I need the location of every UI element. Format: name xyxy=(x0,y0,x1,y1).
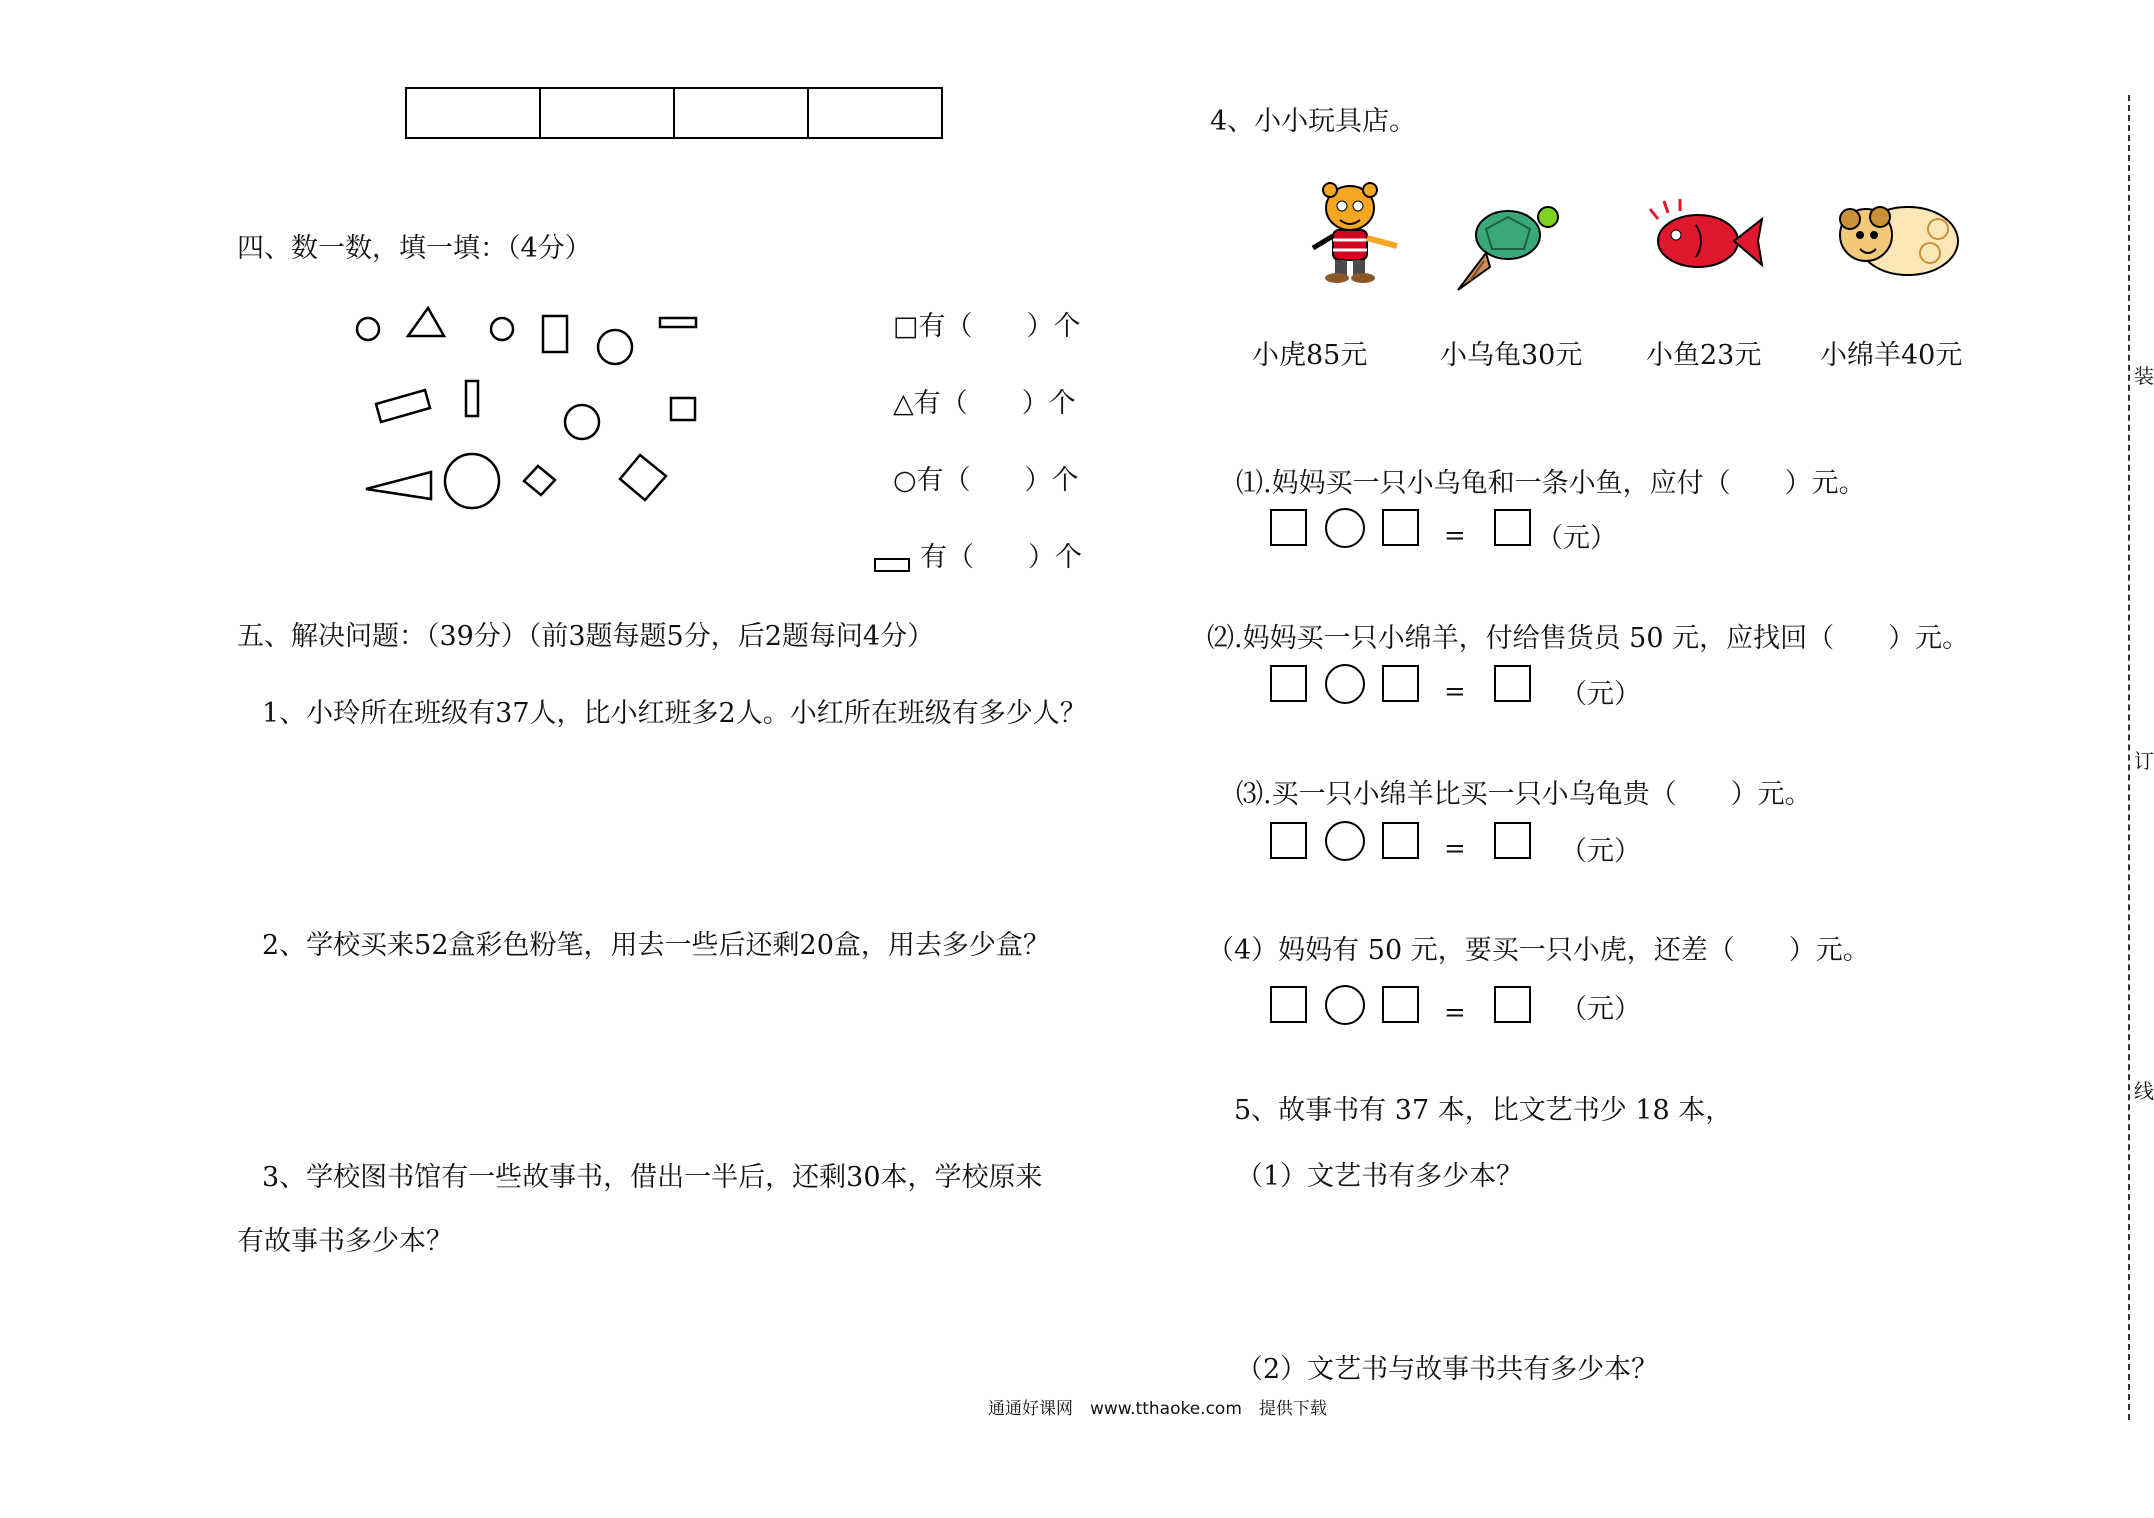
shape-square xyxy=(671,398,695,420)
answer-box xyxy=(1270,986,1307,1023)
shape-circle xyxy=(565,405,599,439)
q5-sub1: （1）文艺书有多少本？ xyxy=(1236,1161,1524,1192)
shape-circle xyxy=(357,318,379,340)
q4-sub1: ⑴.妈妈买一只小乌龟和一条小鱼，应付（ ）元。 xyxy=(1236,468,1866,499)
q4-title: 4、小小玩具店。 xyxy=(1210,106,1417,137)
unit-label: （元） xyxy=(1536,523,1617,554)
toy-label-turtle: 小乌龟30元 xyxy=(1440,340,1583,371)
q4-sub2: ⑵.妈妈买一只小绵羊，付给售货员 50 元，应找回（ ）元。 xyxy=(1207,623,1970,654)
operator-circle xyxy=(1325,821,1365,861)
q5-title: 5、故事书有 37 本，比文艺书少 18 本， xyxy=(1234,1095,1733,1126)
count-circle: ○有（ ）个 xyxy=(893,465,1079,496)
unit-label: （元） xyxy=(1560,836,1641,867)
answer-box xyxy=(1382,986,1419,1023)
tiger-icon xyxy=(1285,178,1415,288)
answer-box xyxy=(1270,822,1307,859)
operator-circle xyxy=(1325,664,1365,704)
turtle-icon xyxy=(1450,195,1570,295)
equals-sign: = xyxy=(1444,834,1466,864)
answer-box xyxy=(1270,509,1307,546)
answer-box xyxy=(1270,665,1307,702)
equals-sign: = xyxy=(1444,677,1466,707)
shape-circle xyxy=(445,454,499,508)
operator-circle xyxy=(1325,508,1365,548)
shape-circle xyxy=(598,330,632,364)
unit-label: （元） xyxy=(1560,994,1641,1025)
margin-char: 装 xyxy=(2134,364,2154,388)
binding-line xyxy=(2128,95,2130,1420)
question-3-line1: 3、学校图书馆有一些故事书，借出一半后，还剩30本，学校原来 xyxy=(262,1162,1043,1193)
shape-rect xyxy=(543,316,567,352)
operator-circle xyxy=(1325,985,1365,1025)
result-box xyxy=(1494,822,1531,859)
toy-label-tiger: 小虎85元 xyxy=(1252,340,1368,371)
equals-sign: = xyxy=(1444,998,1466,1028)
q5-sub2: （2）文艺书与故事书共有多少本？ xyxy=(1236,1354,1659,1385)
count-rect: 有（ ）个 xyxy=(920,542,1082,573)
shape-triangle xyxy=(408,308,444,336)
toy-label-fish: 小鱼23元 xyxy=(1646,340,1762,371)
shape-square xyxy=(524,466,555,495)
answer-box xyxy=(1382,822,1419,859)
fish-icon xyxy=(1640,195,1770,285)
result-box xyxy=(1494,986,1531,1023)
answer-box xyxy=(1382,665,1419,702)
rect-icon xyxy=(874,558,910,572)
shape-rect xyxy=(466,381,478,416)
count-square: □有（ ）个 xyxy=(893,311,1081,342)
section4-title: 四、数一数，填一填：（4分） xyxy=(237,233,592,264)
question-3-line2: 有故事书多少本？ xyxy=(237,1226,453,1257)
question-1: 1、小玲所在班级有37人，比小红班多2人。小红所在班级有多少人？ xyxy=(262,698,1087,729)
shape-circle xyxy=(491,318,513,340)
toy-label-sheep: 小绵羊40元 xyxy=(1820,340,1963,371)
unit-label: （元） xyxy=(1560,679,1641,710)
shape-triangle xyxy=(366,472,431,499)
shape-rect xyxy=(660,318,696,327)
shape-square xyxy=(620,455,666,500)
footer-text: 通通好课网 www.tthaoke.com 提供下载 xyxy=(988,1399,1327,1419)
count-triangle: △有（ ）个 xyxy=(893,388,1076,419)
answer-box xyxy=(1382,509,1419,546)
result-box xyxy=(1494,509,1531,546)
q4-sub4: （4）妈妈有 50 元，要买一只小虎，还差（ ）元。 xyxy=(1207,935,1870,966)
result-box xyxy=(1494,665,1531,702)
section5-title: 五、解决问题：（39分）（前3题每题5分，后2题每问4分） xyxy=(237,621,935,652)
margin-char: 线 xyxy=(2134,1079,2154,1103)
equals-sign: = xyxy=(1444,521,1466,551)
question-2: 2、学校买来52盒彩色粉笔，用去一些后还剩20盒，用去多少盒？ xyxy=(262,930,1050,961)
margin-char: 订 xyxy=(2134,749,2154,773)
shape-rect xyxy=(376,390,430,422)
q4-sub3: ⑶.买一只小绵羊比买一只小乌龟贵（ ）元。 xyxy=(1236,779,1812,810)
sheep-icon xyxy=(1830,195,1970,285)
